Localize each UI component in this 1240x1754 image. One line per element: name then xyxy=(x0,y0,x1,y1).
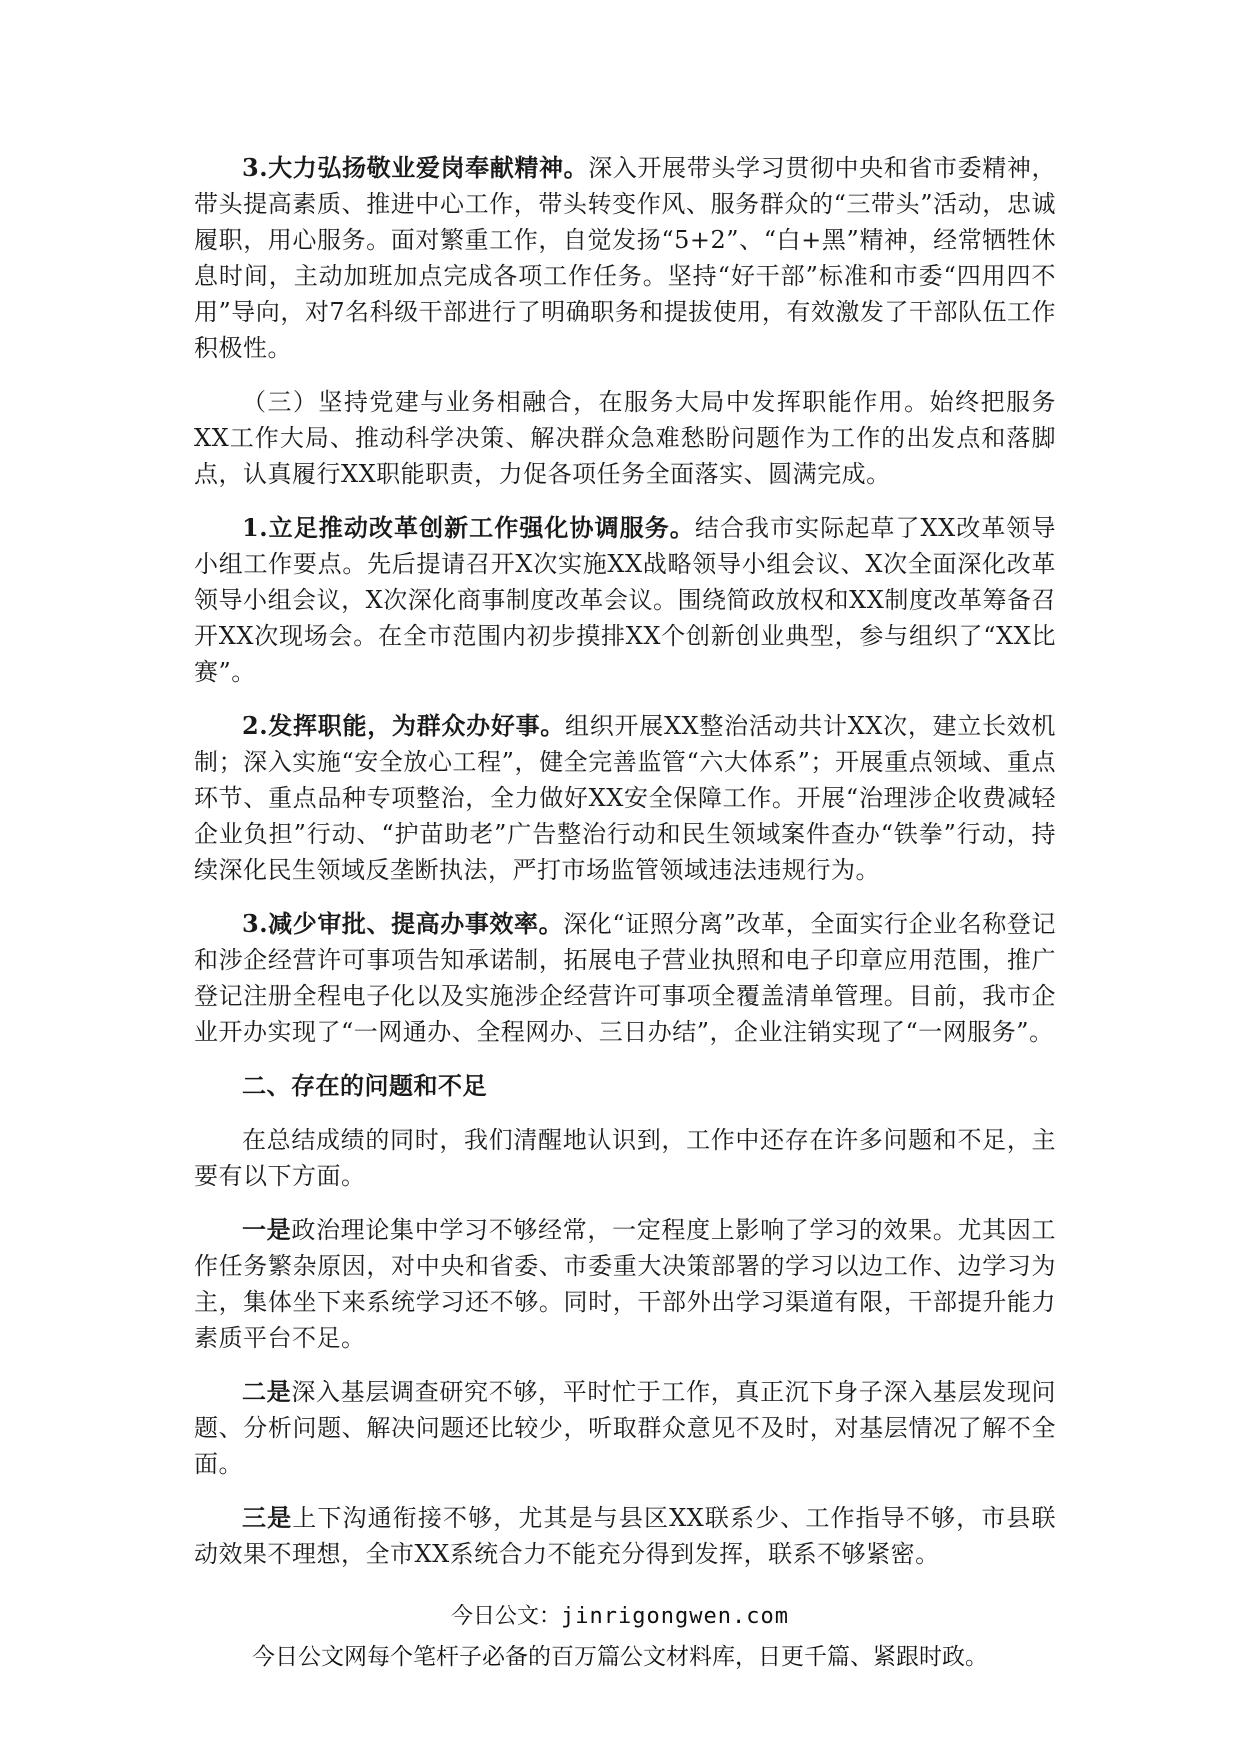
paragraph-serve-people xyxy=(194,708,1056,888)
paragraph-text: 政治理论集中学习不够经常，一定程度上影响了学习的效果。尤其因工作任务繁杂原因，对中央和省委、市委重大决策部署的学习以边工作、边学习为主，集体坐下来系统学习还不够。同时，干部外出学习渠道有限，干部提升能力素质平台不足。 xyxy=(194,1216,1056,1352)
paragraph-problem-three xyxy=(194,1500,1056,1572)
footer-slogan: 今日公文网每个笔杆子必备的百万篇公文材料库，日更千篇、紧跟时政。 xyxy=(252,1644,988,1670)
paragraph-problem-two xyxy=(194,1374,1056,1482)
paragraph-text: 结合我市实际起草了XX改革领导小组工作要点。先后提请召开X次实施XX战略领导小组会议、X次全面深化改革领导小组会议，X次深化商事制度改革会议。围绕简政放权和XX制度改革筹备召开XX次现场会。在全市范围内初步摸排XX个创新创业典型，参与组织了“XX比赛”。 xyxy=(194,514,1056,686)
paragraph-text: 上下沟通衔接不够，尤其是与县区XX联系少、工作指导不够，市县联动效果不理想，全市XX系统合力不能充分得到发挥，联系不够紧密。 xyxy=(194,1504,1057,1568)
footer-url-link[interactable]: jinrigongwen.com xyxy=(561,1604,789,1629)
paragraph-dedication xyxy=(194,150,1056,366)
paragraph-lead: 1.立足推动改革创新工作强化协调服务。 xyxy=(242,513,695,542)
paragraph-lead: 2.发挥职能，为群众办好事。 xyxy=(242,711,566,740)
paragraph-section-three xyxy=(194,384,1056,492)
paragraph-text: 深入开展带头学习贯彻中央和省市委精神，带头提高素质、推进中心工作，带头转变作风、服务群众的“三带头”活动，忠诚履职，用心服务。面对繁重工作，自觉发扬“5+2”、“白+黑”精神，经常牺牲休息时间，主动加班加点完成各项工作任务。坚持“好干部”标准和市委“四用四不用”导向，对7名科级干部进行了明确职务和提拔使用，有效激发了干部队伍工作积极性。 xyxy=(194,154,1056,362)
paragraph-reform-innovation xyxy=(194,510,1056,690)
footer-site-line xyxy=(0,1602,1240,1632)
paragraph-lead: 二是 xyxy=(242,1377,292,1406)
paragraph-lead: 三是 xyxy=(242,1503,293,1532)
paragraph-lead: 3.减少审批、提高办事效率。 xyxy=(242,909,564,938)
paragraph-lead: 一是 xyxy=(242,1215,292,1244)
paragraph-text: 在总结成绩的同时，我们清醒地认识到，工作中还存在许多问题和不足，主要有以下方面。 xyxy=(194,1126,1056,1190)
paragraph-text: 深化“证照分离”改革，全面实行企业名称登记和涉企经营许可事项告知承诺制，拓展电子营业执照和电子印章应用范围，推广登记注册全程电子化以及实施涉企经营许可事项全覆盖清单管理。目前，我市企业开办实现了“一网通办、全程网办、三日办结”，企业注销实现了“一网服务”。 xyxy=(194,910,1056,1046)
paragraph-text: 组织开展XX整治活动共计XX次，建立长效机制；深入实施“安全放心工程”，健全完善监管“六大体系”；开展重点领域、重点环节、重点品种专项整治，全力做好XX安全保障工作。开展“治理涉企收费减轻企业负担”行动、“护苗助老”广告整治行动和民生领域案件查办“铁拳”行动，持续深化民生领域反垄断执法，严打市场监管领域违法违规行为。 xyxy=(194,712,1056,884)
paragraph-problems-intro xyxy=(194,1122,1056,1194)
paragraph-problem-one xyxy=(194,1212,1056,1356)
section-heading: 二、存在的问题和不足 xyxy=(242,1071,487,1100)
paragraph-lead: 3.大力弘扬敬业爱岗奉献精神。 xyxy=(242,153,589,182)
footer-label: 今日公文： xyxy=(451,1604,562,1629)
document-body xyxy=(194,150,1056,1590)
paragraph-reduce-approval xyxy=(194,906,1056,1050)
paragraph-text: 深入基层调查研究不够，平时忙于工作，真正沉下身子深入基层发现问题、分析问题、解决问题还比较少，听取群众意见不及时，对基层情况了解不全面。 xyxy=(194,1378,1056,1478)
paragraph-text: （三）坚持党建与业务相融合，在服务大局中发挥职能作用。始终把服务XX工作大局、推动科学决策、解决群众急难愁盼问题作为工作的出发点和落脚点，认真履行XX职能职责，力促各项任务全面落实、圆满完成。 xyxy=(194,388,1056,488)
